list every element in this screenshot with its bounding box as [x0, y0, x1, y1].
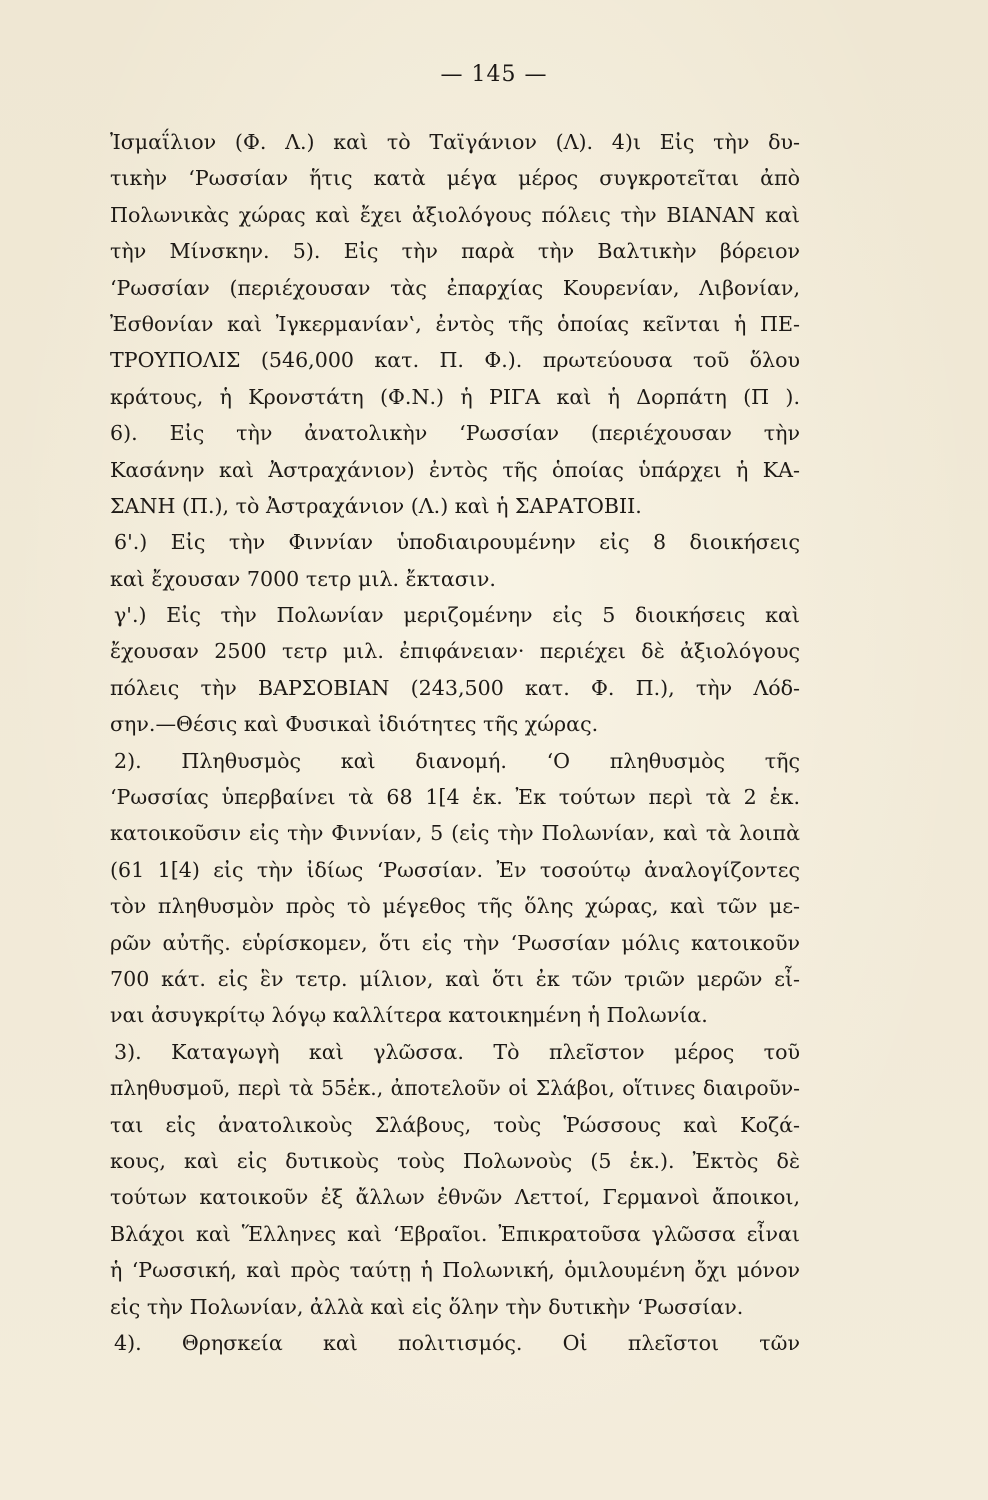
- body-text: [110, 124, 800, 1361]
- text-line: σην.—Θέσις καὶ Φυσικαὶ ἰδιότητες τῆς χώρας.: [110, 712, 599, 737]
- text-line: 6'.) Εἰς τὴν Φιννίαν ὑποδιαιρουμένην εἰς 8 διοικήσεις: [114, 530, 800, 555]
- text-line: ρῶν αὐτῆς. εὑρίσκομεν, ὅτι εἰς τὴν ‘Ρωσσίαν μόλις κατοικοῦν: [110, 930, 800, 955]
- text-line: ‘Ρωσσίας ὑπερβαίνει τὰ 68 1[4 ἑκ. Ἐκ τούτων περὶ τὰ 2 ἑκ.: [110, 785, 800, 810]
- text-line: ται εἰς ἀνατολικοὺς Σλάβους, τοὺς Ῥώσσους καὶ Κοζά-: [110, 1112, 800, 1137]
- text-line: ἡ ‘Ρωσσική, καὶ πρὸς ταύτῃ ἡ Πολωνική, ὁμιλουμένη ὄχι μόνον: [110, 1258, 800, 1283]
- page-number: — 145 —: [440, 62, 548, 87]
- text-line: Ἰσμαΐλιον (Φ. Λ.) καὶ τὸ Ταϊγάνιον (Λ). 4)ι Εἰς τὴν δυ-: [110, 130, 800, 154]
- text-line: τούτων κατοικοῦν ἐξ ἄλλων ἐθνῶν Λεττοί, Γερμανοὶ ἄποικοι,: [110, 1185, 800, 1210]
- text-line: Πολωνικὰς χώρας καὶ ἔχει ἀξιολόγους πόλεις τὴν ΒΙΑΝΑΝ καὶ: [110, 202, 800, 227]
- text-line: ΤΡΟΥΠΟΛΙΣ (546,000 κατ. Π. Φ.). πρωτεύουσα τοῦ ὅλου: [110, 348, 800, 373]
- text-line: κους, καὶ εἰς δυτικοὺς τοὺς Πολωνοὺς (5 ἑκ.). Ἐκτὸς δὲ: [110, 1148, 800, 1173]
- text-line: εἰς τὴν Πολωνίαν, ἀλλὰ καὶ εἰς ὅλην τὴν δυτικὴν ‘Ρωσσίαν.: [110, 1294, 744, 1319]
- text-line: τικὴν ‘Ρωσσίαν ἥτις κατὰ μέγα μέρος συγκροτεῖται ἀπὸ: [110, 166, 800, 191]
- text-line: πόλεις τὴν ΒΑΡΣΟΒΙΑΝ (243,500 κατ. Φ. Π.), τὴν Λόδ-: [110, 675, 800, 700]
- text-line: (61 1[4) εἰς τὴν ἰδίως ‘Ρωσσίαν. Ἐν τοσούτῳ ἀναλογίζοντες: [110, 857, 800, 882]
- text-line: ΣΑΝΗ (Π.), τὸ Ἀστραχάνιον (Λ.) καὶ ἡ ΣΑΡΑΤΟΒΙΙ.: [110, 493, 642, 518]
- text-line: 4). Θρησκεία καὶ πολιτισμός. Οἱ πλεῖστοι τῶν: [114, 1330, 800, 1355]
- text-line: κράτους, ἡ Κρονστάτη (Φ.Ν.) ἡ ΡΙΓΑ καὶ ἡ Δορπάτη (Π ).: [110, 384, 800, 409]
- text-line: πληθυσμοῦ, περὶ τὰ 55ἑκ., ἀποτελοῦν οἱ Σλάβοι, οἵτινες διαιροῦν-: [110, 1076, 800, 1101]
- text-line: ‘Ρωσσίαν (περιέχουσαν τὰς ἐπαρχίας Κουρενίαν, Λιβονίαν,: [110, 275, 800, 300]
- text-line: ἔχουσαν 2500 τετρ μιλ. ἐπιφάνειαν· περιέχει δὲ ἀξιολόγους: [110, 639, 800, 664]
- text-line: 700 κάτ. εἰς ἓν τετρ. μίλιον, καὶ ὅτι ἐκ τῶν τριῶν μερῶν εἶ-: [110, 966, 800, 991]
- text-line: 3). Καταγωγὴ καὶ γλῶσσα. Τὸ πλεῖστον μέρος τοῦ: [114, 1039, 800, 1064]
- text-line: 6). Εἰς τὴν ἀνατολικὴν ‘Ρωσσίαν (περιέχουσαν τὴν: [110, 421, 800, 446]
- text-line: ναι ἀσυγκρίτῳ λόγῳ καλλίτερα κατοικημένη ἡ Πολωνία.: [110, 1003, 708, 1028]
- text-line: τὴν Μίνσκην. 5). Εἰς τὴν παρὰ τὴν Βαλτικὴν βόρειον: [110, 239, 800, 264]
- text-line: τὸν πληθυσμὸν πρὸς τὸ μέγεθος τῆς ὅλης χώρας, καὶ τῶν με-: [110, 894, 800, 919]
- text-line: Ἐσθονίαν καὶ Ἰγκερμανίαν‛, ἐντὸς τῆς ὁποίας κεῖνται ἡ ΠΕ-: [110, 311, 800, 336]
- text-line: κατοικοῦσιν εἰς τὴν Φιννίαν, 5 (εἰς τὴν Πολωνίαν, καὶ τὰ λοιπὰ: [110, 821, 800, 846]
- text-line: Κασάνην καὶ Ἀστραχάνιον) ἐντὸς τῆς ὁποίας ὑπάρχει ἡ ΚΑ-: [110, 457, 800, 482]
- text-line: γ'.) Εἰς τὴν Πολωνίαν μεριζομένην εἰς 5 διοικήσεις καὶ: [114, 603, 800, 628]
- text-line: Βλάχοι καὶ Ἕλληνες καὶ ‘Εβραῖοι. Ἐπικρατοῦσα γλῶσσα εἶναι: [110, 1221, 800, 1246]
- text-line: καὶ ἔχουσαν 7000 τετρ μιλ. ἔκτασιν.: [110, 566, 496, 591]
- text-line: 2). Πληθυσμὸς καὶ διανομή. ‘Ο πληθυσμὸς τῆς: [114, 748, 800, 773]
